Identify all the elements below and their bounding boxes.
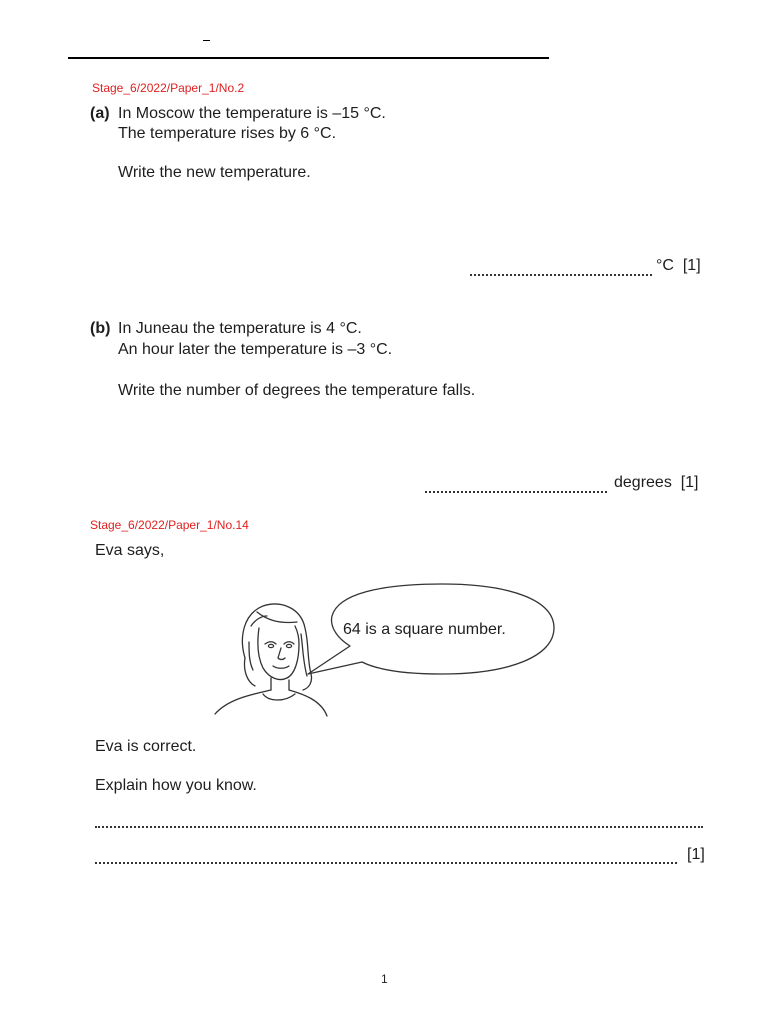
- header-dash: [203, 40, 210, 41]
- q14-answer-line-1[interactable]: [95, 826, 703, 828]
- q2a-label: (a): [90, 105, 110, 122]
- q14-intro: Eva says,: [95, 542, 165, 559]
- q2a-instruction: Write the new temperature.: [118, 164, 311, 181]
- q14-source-ref: Stage_6/2022/Paper_1/No.14: [90, 518, 249, 532]
- q2-source-ref: Stage_6/2022/Paper_1/No.2: [92, 81, 245, 95]
- q14-statement: Eva is correct.: [95, 738, 197, 755]
- header-rule: [68, 57, 549, 59]
- page-number: 1: [381, 972, 388, 986]
- q2b-instruction: Write the number of degrees the temperature falls.: [118, 382, 476, 399]
- q2a-line2: The temperature rises by 6 °C.: [118, 125, 337, 142]
- q2b-line1: In Juneau the temperature is 4 °C.: [118, 320, 362, 337]
- q2a-line1: In Moscow the temperature is –15 °C.: [118, 105, 386, 122]
- q2b-answer-unit: degrees [1]: [614, 474, 699, 491]
- speech-bubble-text: 64 is a square number.: [343, 621, 506, 638]
- q2a-answer-line[interactable]: [470, 274, 652, 276]
- q2b-answer-line[interactable]: [425, 491, 607, 493]
- q2b-label: (b): [90, 320, 111, 337]
- q2b-line2: An hour later the temperature is –3 °C.: [118, 341, 393, 358]
- q2a-answer-unit: °C [1]: [656, 257, 701, 274]
- q14-marks: [1]: [687, 846, 705, 863]
- q14-instruction: Explain how you know.: [95, 777, 257, 794]
- q14-answer-line-2[interactable]: [95, 862, 677, 864]
